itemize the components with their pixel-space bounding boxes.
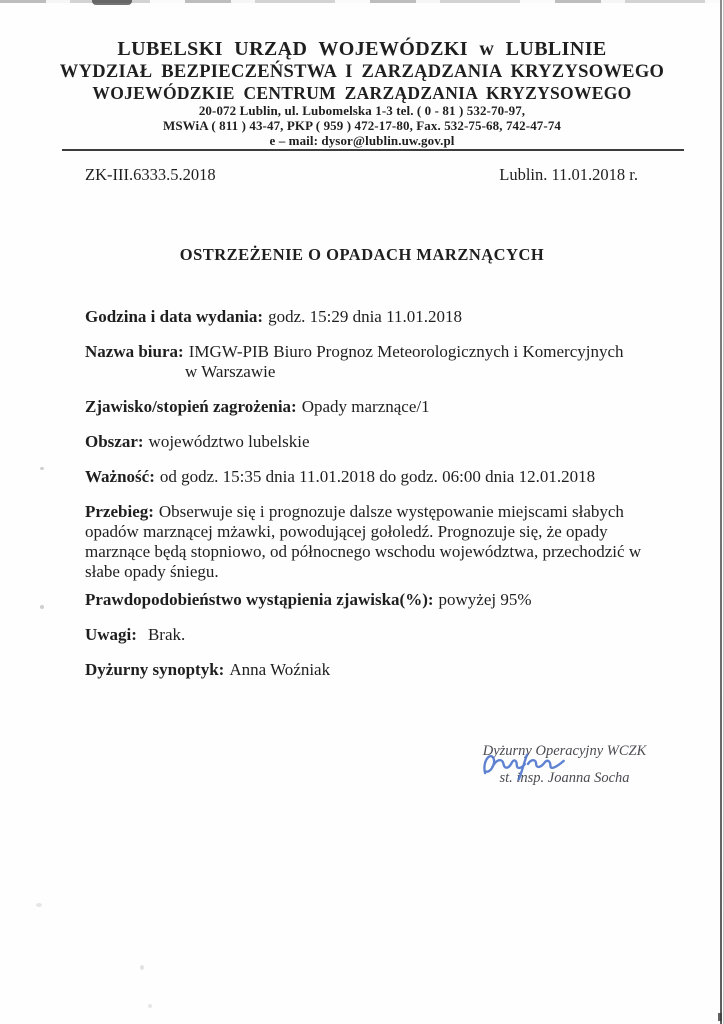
signature-name: st. insp. Joanna Socha <box>499 770 630 786</box>
field-label: Ważność: <box>85 467 155 486</box>
field-label: Prawdopodobieństwo wystąpienia zjawiska(%): <box>85 590 434 609</box>
field-value: powyżej 95% <box>438 590 532 609</box>
office-name: LUBELSKI URZĄD WOJEWÓDZKI w LUBLINIE <box>117 38 607 60</box>
scan-speck <box>36 903 42 907</box>
field-validity <box>85 467 666 487</box>
field-value: IMGW-PIB Biuro Prognoz Meteorologicznych i Komercyjnych <box>188 342 624 361</box>
document-title: OSTRZEŻENIE O OPADACH MARZNĄCYCH <box>179 245 545 264</box>
reference-number: ZK-III.6333.5.2018 <box>85 165 216 184</box>
field-value: Brak. <box>147 625 186 644</box>
field-label: Uwagi: <box>85 625 137 644</box>
reference-row <box>0 165 724 185</box>
field-label: Nazwa biura: <box>85 342 184 361</box>
scan-artifact-corner <box>718 1013 722 1021</box>
field-label: Zjawisko/stopień zagrożenia: <box>85 397 297 416</box>
field-value: województwo lubelskie <box>148 432 310 451</box>
place-and-date: Lublin. 11.01.2018 r. <box>499 165 638 184</box>
email-line: e – mail: dysor@lublin.uw.gov.pl <box>269 133 455 148</box>
letterhead-divider <box>62 149 684 151</box>
warning-fields <box>0 307 724 680</box>
field-office <box>85 342 666 382</box>
field-label: Godzina i data wydania: <box>85 307 264 326</box>
field-area <box>85 432 666 452</box>
field-label: Obszar: <box>85 432 144 451</box>
center-name: WOJEWÓDZKIE CENTRUM ZARZĄDZANIA KRYZYSOWEGO <box>92 83 632 103</box>
scan-speck <box>40 605 44 609</box>
scan-artifact-top-blob <box>92 0 132 5</box>
scan-artifact-right-edge <box>720 0 722 1024</box>
handwritten-signature <box>478 747 580 783</box>
field-duty-forecaster <box>85 660 666 680</box>
letterhead <box>0 0 724 148</box>
field-label: Przebieg: <box>85 502 154 521</box>
address-line: 20-072 Lublin, ul. Lubomelska 1-3 tel. ( 0 - 81 ) 532-70-97, <box>198 103 526 118</box>
field-course <box>85 502 666 582</box>
department-name: WYDZIAŁ BEZPIECZEŃSTWA I ZARZĄDZANIA KRYZYSOWEGO <box>59 62 665 82</box>
field-phenomenon-level <box>85 397 666 417</box>
field-value: godz. 15:29 dnia 11.01.2018 <box>268 307 462 326</box>
signature-block <box>452 738 677 792</box>
signature-role: Dyżurny Operacyjny WCZK <box>482 743 647 759</box>
field-value: od godz. 15:35 dnia 11.01.2018 do godz. 06:00 dnia 12.01.2018 <box>159 467 596 486</box>
field-label: Dyżurny synoptyk: <box>85 660 225 679</box>
phone-line: MSWiA ( 811 ) 43-47, PKP ( 959 ) 472-17-80, Fax. 532-75-68, 742-47-74 <box>162 118 562 133</box>
scan-speck <box>148 1004 152 1008</box>
scan-speck <box>140 965 144 970</box>
field-remarks <box>85 625 666 645</box>
field-value-continuation: w Warszawie <box>185 362 276 381</box>
field-probability <box>85 590 666 610</box>
field-issue-datetime <box>85 307 666 327</box>
field-value: Obserwuje się i prognozuje dalsze występowanie miejscami słabych opadów marznącej mżawki, powodującej gołoledź. Prognozuje się, że opady marznące będą stopniowo, od północnego wschodu województwa, przechodzić w słabe opady śniegu. <box>85 502 642 581</box>
field-value: Opady marznące/1 <box>301 397 430 416</box>
field-value: Anna Woźniak <box>229 660 331 679</box>
scan-speck <box>40 467 44 470</box>
